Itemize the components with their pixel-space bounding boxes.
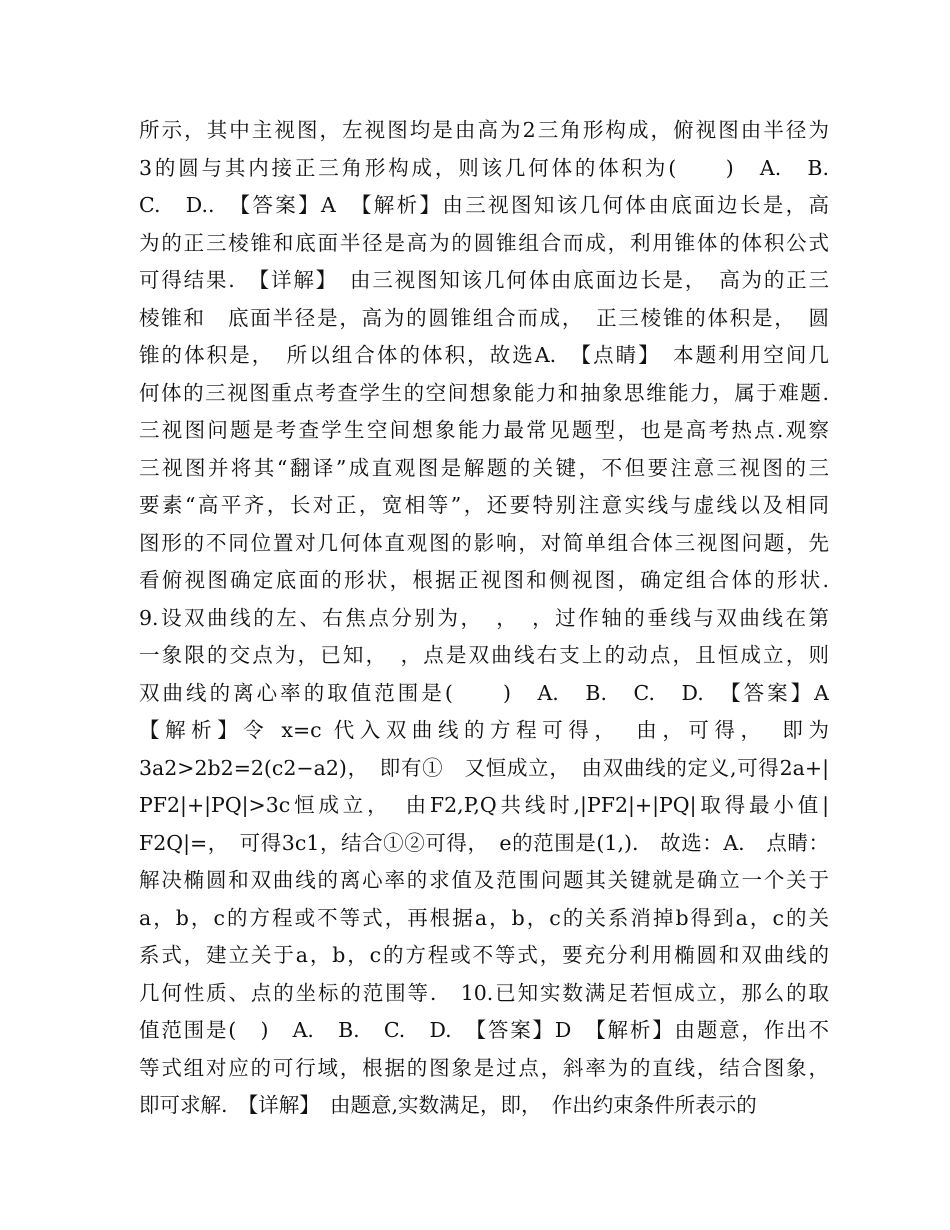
text-line: 9.设双曲线的左、右焦点分别为， ， ，过作轴的垂线与双曲线在第 bbox=[139, 605, 829, 630]
text-line: 【解析】令 x=c 代入双曲线的方程可得， 由，可得， 即为 bbox=[139, 718, 829, 742]
text-line: 图形的不同位置对几何体直观图的影响，对简单组合体三视图问题，先 bbox=[139, 530, 829, 555]
text-line: 即可求解. 【详解】 由题意,实数满足，即， 作出约束条件所表示的 bbox=[139, 1093, 757, 1117]
text-line: 可得结果. 【详解】 由三视图知该几何体由底面边长是， 高为的正三 bbox=[139, 268, 829, 292]
text-line: 为的正三棱锥和底面半径是高为的圆锥组合而成，利用锥体的体积公式 bbox=[139, 230, 829, 255]
text-line: 系式，建立关于a，b，c的方程或不等式，要充分利用椭圆和双曲线的 bbox=[139, 943, 829, 967]
text-line: 棱锥和 底面半径是，高为的圆锥组合而成， 正三棱锥的体积是， 圆 bbox=[139, 305, 829, 330]
text-line: 双曲线的离心率的取值范围是( ) A. B. C. D. 【答案】A bbox=[139, 680, 829, 705]
text-line: 三视图问题是考查学生空间想象能力最常见题型，也是高考热点.观察 bbox=[139, 418, 829, 442]
text-line: 三视图并将其“翻译”成直观图是解题的关键，不但要注意三视图的三 bbox=[139, 455, 829, 480]
text-line: C. D.. 【答案】A 【解析】由三视图知该几何体由底面边长是，高 bbox=[139, 193, 829, 217]
text-line: a，b，c的方程或不等式，再根据a，b，c的关系消掉b得到a，c的关 bbox=[139, 905, 829, 930]
text-line: 值范围是( ) A. B. C. D. 【答案】D 【解析】由题意，作出不 bbox=[139, 1018, 829, 1042]
text-line: 一象限的交点为，已知， ，点是双曲线右支上的动点，且恒成立，则 bbox=[139, 643, 829, 667]
text-line: 锥的体积是， 所以组合体的体积，故选A. 【点睛】 本题利用空间几 bbox=[139, 343, 829, 367]
text-line: 所示，其中主视图，左视图均是由高为2三角形构成，俯视图由半径为 bbox=[139, 118, 829, 142]
text-line: 解决椭圆和双曲线的离心率的求值及范围问题其关键就是确立一个关于 bbox=[139, 868, 829, 892]
text-line: 看俯视图确定底面的形状，根据正视图和侧视图，确定组合体的形状. bbox=[139, 568, 829, 592]
document-body bbox=[139, 112, 829, 1125]
text-line: 要素“高平齐，长对正，宽相等”，还要特别注意实线与虚线以及相同 bbox=[139, 493, 829, 517]
text-line: 几何性质、点的坐标的范围等. 10.已知实数满足若恒成立，那么的取 bbox=[139, 980, 829, 1005]
text-line: PF2|+|PQ|>3c恒成立， 由F2,P,Q共线时,|PF2|+|PQ|取得最小值| bbox=[139, 793, 829, 817]
text-line: 3的圆与其内接正三角形构成，则该几何体的体积为( ) A. B. bbox=[139, 155, 829, 180]
text-line: F2Q|=， 可得3c1，结合①②可得， e的范围是(1,). 故选：A. 点睛： bbox=[139, 830, 829, 855]
text-line: 3a2>2b2=2(c2−a2)， 即有① 又恒成立， 由双曲线的定义,可得2a+| bbox=[139, 755, 829, 780]
text-line: 等式组对应的可行域，根据的图象是过点，斜率为的直线，结合图象， bbox=[139, 1055, 829, 1080]
text-line: 何体的三视图重点考查学生的空间想象能力和抽象思维能力，属于难题. bbox=[139, 380, 829, 405]
